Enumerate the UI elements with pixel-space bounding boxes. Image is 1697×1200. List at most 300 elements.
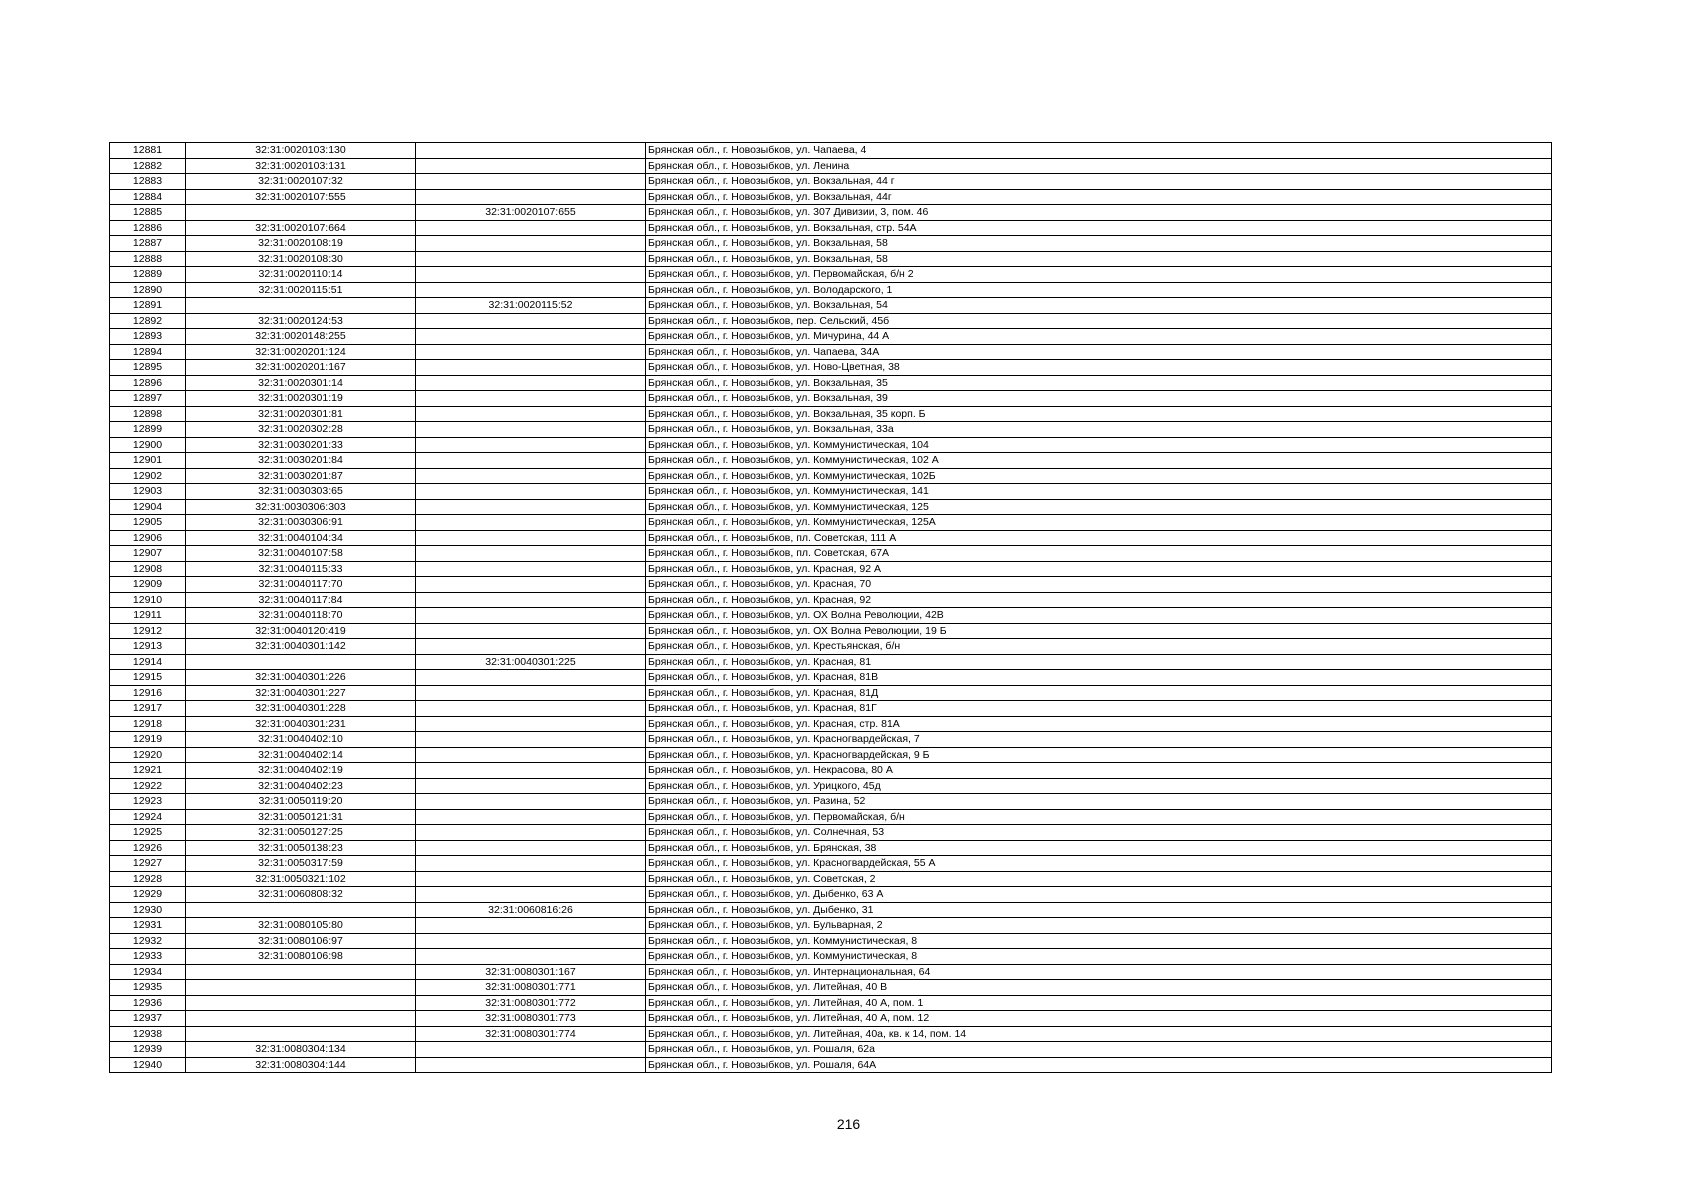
row-number-cell: 12909 (110, 577, 186, 593)
cadastral-number-alt-cell (416, 918, 646, 934)
cadastral-number-alt-cell: 32:31:0080301:774 (416, 1026, 646, 1042)
cadastral-number-alt-cell (416, 592, 646, 608)
row-number-cell: 12910 (110, 592, 186, 608)
cadastral-number-cell: 32:31:0020107:664 (186, 220, 416, 236)
registry-table-body (110, 143, 1552, 1073)
cadastral-number-cell: 32:31:0030306:91 (186, 515, 416, 531)
address-cell: Брянская обл., г. Новозыбков, ул. Вокзальная, 44 г (646, 174, 1552, 190)
cadastral-number-alt-cell (416, 747, 646, 763)
table-row (110, 716, 1552, 732)
address-cell: Брянская обл., г. Новозыбков, ул. Советская, 2 (646, 871, 1552, 887)
table-row (110, 980, 1552, 996)
address-cell: Брянская обл., г. Новозыбков, ул. Рошаля, 64А (646, 1057, 1552, 1073)
cadastral-number-alt-cell (416, 546, 646, 562)
address-cell: Брянская обл., г. Новозыбков, ул. Коммунистическая, 125 (646, 499, 1552, 515)
cadastral-number-alt-cell (416, 174, 646, 190)
cadastral-number-cell: 32:31:0040402:10 (186, 732, 416, 748)
row-number-cell: 12882 (110, 158, 186, 174)
table-row (110, 561, 1552, 577)
cadastral-number-alt-cell (416, 623, 646, 639)
address-cell: Брянская обл., г. Новозыбков, ул. Красная, 70 (646, 577, 1552, 593)
table-row (110, 158, 1552, 174)
row-number-cell: 12916 (110, 685, 186, 701)
cadastral-number-alt-cell (416, 685, 646, 701)
table-row (110, 763, 1552, 779)
address-cell: Брянская обл., г. Новозыбков, ул. Коммунистическая, 102Б (646, 468, 1552, 484)
cadastral-number-alt-cell (416, 856, 646, 872)
table-row (110, 468, 1552, 484)
cadastral-number-alt-cell (416, 143, 646, 159)
cadastral-number-cell: 32:31:0050317:59 (186, 856, 416, 872)
cadastral-number-cell: 32:31:0040301:226 (186, 670, 416, 686)
row-number-cell: 12902 (110, 468, 186, 484)
row-number-cell: 12931 (110, 918, 186, 934)
cadastral-number-cell (186, 205, 416, 221)
cadastral-number-cell: 32:31:0020115:51 (186, 282, 416, 298)
address-cell: Брянская обл., г. Новозыбков, ул. Коммунистическая, 125А (646, 515, 1552, 531)
cadastral-number-alt-cell (416, 468, 646, 484)
address-cell: Брянская обл., г. Новозыбков, ул. Коммунистическая, 8 (646, 933, 1552, 949)
row-number-cell: 12896 (110, 375, 186, 391)
table-row (110, 654, 1552, 670)
cadastral-number-cell (186, 995, 416, 1011)
cadastral-number-alt-cell: 32:31:0040301:225 (416, 654, 646, 670)
address-cell: Брянская обл., г. Новозыбков, ул. Коммунистическая, 141 (646, 484, 1552, 500)
cadastral-number-alt-cell (416, 887, 646, 903)
table-row (110, 840, 1552, 856)
row-number-cell: 12937 (110, 1011, 186, 1027)
row-number-cell: 12928 (110, 871, 186, 887)
row-number-cell: 12935 (110, 980, 186, 996)
cadastral-number-alt-cell (416, 437, 646, 453)
table-row (110, 236, 1552, 252)
cadastral-number-cell: 32:31:0020301:14 (186, 375, 416, 391)
address-cell: Брянская обл., г. Новозыбков, ул. Интернациональная, 64 (646, 964, 1552, 980)
row-number-cell: 12926 (110, 840, 186, 856)
table-row (110, 949, 1552, 965)
cadastral-number-alt-cell (416, 391, 646, 407)
page-number: 216 (836, 1116, 861, 1132)
cadastral-number-alt-cell (416, 515, 646, 531)
row-number-cell: 12923 (110, 794, 186, 810)
row-number-cell: 12936 (110, 995, 186, 1011)
cadastral-number-alt-cell: 32:31:0020107:655 (416, 205, 646, 221)
address-cell: Брянская обл., г. Новозыбков, ул. Красногвардейская, 7 (646, 732, 1552, 748)
table-row (110, 453, 1552, 469)
address-cell: Брянская обл., г. Новозыбков, ул. Первомайская, б/н (646, 809, 1552, 825)
address-cell: Брянская обл., г. Новозыбков, ул. Солнечная, 53 (646, 825, 1552, 841)
cadastral-number-alt-cell (416, 732, 646, 748)
table-row (110, 344, 1552, 360)
address-cell: Брянская обл., г. Новозыбков, ул. Вокзальная, 39 (646, 391, 1552, 407)
cadastral-number-cell: 32:31:0020201:167 (186, 360, 416, 376)
row-number-cell: 12885 (110, 205, 186, 221)
row-number-cell: 12913 (110, 639, 186, 655)
cadastral-number-cell: 32:31:0020201:124 (186, 344, 416, 360)
cadastral-number-cell: 32:31:0040402:19 (186, 763, 416, 779)
table-row (110, 809, 1552, 825)
address-cell: Брянская обл., г. Новозыбков, ул. ОХ Волна Революции, 19 Б (646, 623, 1552, 639)
address-cell: Брянская обл., г. Новозыбков, ул. Вокзальная, стр. 54А (646, 220, 1552, 236)
cadastral-number-alt-cell (416, 577, 646, 593)
table-row (110, 220, 1552, 236)
table-row (110, 794, 1552, 810)
cadastral-number-cell: 32:31:0020148:255 (186, 329, 416, 345)
cadastral-number-cell (186, 1011, 416, 1027)
cadastral-number-alt-cell (416, 267, 646, 283)
cadastral-number-cell: 32:31:0040115:33 (186, 561, 416, 577)
address-cell: Брянская обл., г. Новозыбков, ул. Литейная, 40 В (646, 980, 1552, 996)
row-number-cell: 12915 (110, 670, 186, 686)
cadastral-number-cell: 32:31:0040117:70 (186, 577, 416, 593)
address-cell: Брянская обл., г. Новозыбков, ул. Чапаева, 4 (646, 143, 1552, 159)
address-cell: Брянская обл., г. Новозыбков, ул. Вокзальная, 35 (646, 375, 1552, 391)
cadastral-number-alt-cell (416, 716, 646, 732)
cadastral-number-alt-cell (416, 608, 646, 624)
cadastral-number-cell: 32:31:0020103:130 (186, 143, 416, 159)
address-cell: Брянская обл., г. Новозыбков, ул. Вокзальная, 58 (646, 236, 1552, 252)
row-number-cell: 12933 (110, 949, 186, 965)
row-number-cell: 12925 (110, 825, 186, 841)
address-cell: Брянская обл., г. Новозыбков, ул. Красная, 81В (646, 670, 1552, 686)
row-number-cell: 12911 (110, 608, 186, 624)
cadastral-number-cell: 32:31:0020107:32 (186, 174, 416, 190)
cadastral-number-cell: 32:31:0040402:14 (186, 747, 416, 763)
table-row (110, 871, 1552, 887)
cadastral-number-cell (186, 980, 416, 996)
address-cell: Брянская обл., г. Новозыбков, ул. Красная, 81 (646, 654, 1552, 670)
cadastral-number-alt-cell (416, 561, 646, 577)
row-number-cell: 12920 (110, 747, 186, 763)
table-row (110, 313, 1552, 329)
table-row (110, 701, 1552, 717)
table-row (110, 406, 1552, 422)
cadastral-number-alt-cell (416, 313, 646, 329)
row-number-cell: 12908 (110, 561, 186, 577)
table-row (110, 251, 1552, 267)
table-row (110, 484, 1552, 500)
table-row (110, 902, 1552, 918)
cadastral-number-alt-cell (416, 949, 646, 965)
row-number-cell: 12904 (110, 499, 186, 515)
row-number-cell: 12890 (110, 282, 186, 298)
cadastral-number-cell: 32:31:0080105:80 (186, 918, 416, 934)
table-row (110, 918, 1552, 934)
table-row (110, 1042, 1552, 1058)
cadastral-number-cell: 32:31:0020103:131 (186, 158, 416, 174)
row-number-cell: 12888 (110, 251, 186, 267)
cadastral-number-cell: 32:31:0080304:144 (186, 1057, 416, 1073)
table-row (110, 592, 1552, 608)
cadastral-number-alt-cell (416, 871, 646, 887)
row-number-cell: 12892 (110, 313, 186, 329)
cadastral-number-cell: 32:31:0020301:19 (186, 391, 416, 407)
address-cell: Брянская обл., г. Новозыбков, ул. Вокзальная, 44г (646, 189, 1552, 205)
cadastral-number-alt-cell (416, 778, 646, 794)
row-number-cell: 12932 (110, 933, 186, 949)
table-row (110, 856, 1552, 872)
table-row (110, 515, 1552, 531)
address-cell: Брянская обл., г. Новозыбков, ул. Литейная, 40 А, пом. 12 (646, 1011, 1552, 1027)
cadastral-number-cell (186, 654, 416, 670)
cadastral-number-cell: 32:31:0030306:303 (186, 499, 416, 515)
address-cell: Брянская обл., г. Новозыбков, ул. Дыбенко, 63 А (646, 887, 1552, 903)
cadastral-number-alt-cell (416, 1042, 646, 1058)
cadastral-number-cell: 32:31:0060808:32 (186, 887, 416, 903)
row-number-cell: 12930 (110, 902, 186, 918)
cadastral-number-cell: 32:31:0040104:34 (186, 530, 416, 546)
address-cell: Брянская обл., г. Новозыбков, ул. Урицкого, 45д (646, 778, 1552, 794)
table-row (110, 623, 1552, 639)
table-row (110, 267, 1552, 283)
cadastral-number-cell: 32:31:0030303:65 (186, 484, 416, 500)
address-cell: Брянская обл., г. Новозыбков, ул. Ново-Цветная, 38 (646, 360, 1552, 376)
cadastral-number-cell: 32:31:0020110:14 (186, 267, 416, 283)
table-row (110, 639, 1552, 655)
address-cell: Брянская обл., г. Новозыбков, ул. Литейная, 40 А, пом. 1 (646, 995, 1552, 1011)
row-number-cell: 12906 (110, 530, 186, 546)
address-cell: Брянская обл., г. Новозыбков, ул. Коммунистическая, 104 (646, 437, 1552, 453)
cadastral-number-cell: 32:31:0050121:31 (186, 809, 416, 825)
address-cell: Брянская обл., г. Новозыбков, ул. Дыбенко, 31 (646, 902, 1552, 918)
table-row (110, 530, 1552, 546)
address-cell: Брянская обл., г. Новозыбков, ул. Некрасова, 80 А (646, 763, 1552, 779)
row-number-cell: 12914 (110, 654, 186, 670)
row-number-cell: 12939 (110, 1042, 186, 1058)
cadastral-number-alt-cell (416, 933, 646, 949)
table-row (110, 499, 1552, 515)
cadastral-number-alt-cell (416, 1057, 646, 1073)
table-row (110, 933, 1552, 949)
row-number-cell: 12934 (110, 964, 186, 980)
cadastral-number-alt-cell (416, 220, 646, 236)
cadastral-number-alt-cell (416, 189, 646, 205)
cadastral-number-cell: 32:31:0040301:227 (186, 685, 416, 701)
table-row (110, 778, 1552, 794)
cadastral-number-alt-cell (416, 282, 646, 298)
cadastral-number-alt-cell (416, 794, 646, 810)
row-number-cell: 12907 (110, 546, 186, 562)
table-row (110, 391, 1552, 407)
address-cell: Брянская обл., г. Новозыбков, пер. Сельский, 45б (646, 313, 1552, 329)
cadastral-number-cell: 32:31:0050119:20 (186, 794, 416, 810)
row-number-cell: 12893 (110, 329, 186, 345)
address-cell: Брянская обл., г. Новозыбков, ул. Разина, 52 (646, 794, 1552, 810)
address-cell: Брянская обл., г. Новозыбков, пл. Советская, 111 А (646, 530, 1552, 546)
cadastral-number-cell: 32:31:0040107:58 (186, 546, 416, 562)
cadastral-number-cell (186, 298, 416, 314)
address-cell: Брянская обл., г. Новозыбков, ул. Вокзальная, 35 корп. Б (646, 406, 1552, 422)
table-row (110, 964, 1552, 980)
cadastral-number-alt-cell: 32:31:0060816:26 (416, 902, 646, 918)
table-row (110, 670, 1552, 686)
address-cell: Брянская обл., г. Новозыбков, ул. Красная, 81Д (646, 685, 1552, 701)
address-cell: Брянская обл., г. Новозыбков, ул. Коммунистическая, 102 А (646, 453, 1552, 469)
row-number-cell: 12917 (110, 701, 186, 717)
address-cell: Брянская обл., г. Новозыбков, ул. Красногвардейская, 55 А (646, 856, 1552, 872)
row-number-cell: 12894 (110, 344, 186, 360)
row-number-cell: 12881 (110, 143, 186, 159)
address-cell: Брянская обл., г. Новозыбков, ул. Красная, 92 (646, 592, 1552, 608)
table-row (110, 189, 1552, 205)
address-cell: Брянская обл., г. Новозыбков, ул. Вокзальная, 33а (646, 422, 1552, 438)
address-cell: Брянская обл., г. Новозыбков, ул. Первомайская, б/н 2 (646, 267, 1552, 283)
row-number-cell: 12919 (110, 732, 186, 748)
table-row (110, 360, 1552, 376)
table-row (110, 437, 1552, 453)
row-number-cell: 12897 (110, 391, 186, 407)
table-row (110, 1011, 1552, 1027)
address-cell: Брянская обл., г. Новозыбков, ул. Брянская, 38 (646, 840, 1552, 856)
cadastral-number-cell: 32:31:0080304:134 (186, 1042, 416, 1058)
cadastral-number-cell: 32:31:0080106:98 (186, 949, 416, 965)
table-row (110, 685, 1552, 701)
cadastral-number-alt-cell (416, 158, 646, 174)
row-number-cell: 12883 (110, 174, 186, 190)
address-cell: Брянская обл., г. Новозыбков, ул. Красная, стр. 81А (646, 716, 1552, 732)
address-cell: Брянская обл., г. Новозыбков, ул. Коммунистическая, 8 (646, 949, 1552, 965)
cadastral-number-cell: 32:31:0040301:228 (186, 701, 416, 717)
table-row (110, 887, 1552, 903)
table-row (110, 282, 1552, 298)
cadastral-number-cell: 32:31:0020124:53 (186, 313, 416, 329)
row-number-cell: 12891 (110, 298, 186, 314)
address-cell: Брянская обл., г. Новозыбков, ул. ОХ Волна Революции, 42В (646, 608, 1552, 624)
cadastral-number-cell: 32:31:0020108:19 (186, 236, 416, 252)
cadastral-number-alt-cell (416, 825, 646, 841)
table-row (110, 825, 1552, 841)
row-number-cell: 12938 (110, 1026, 186, 1042)
row-number-cell: 12927 (110, 856, 186, 872)
cadastral-number-cell: 32:31:0040118:70 (186, 608, 416, 624)
cadastral-number-alt-cell (416, 236, 646, 252)
cadastral-number-alt-cell: 32:31:0080301:771 (416, 980, 646, 996)
row-number-cell: 12898 (110, 406, 186, 422)
table-row (110, 329, 1552, 345)
address-cell: Брянская обл., г. Новозыбков, ул. Красная, 92 А (646, 561, 1552, 577)
cadastral-number-cell (186, 1026, 416, 1042)
row-number-cell: 12929 (110, 887, 186, 903)
cadastral-number-alt-cell (416, 406, 646, 422)
cadastral-number-alt-cell (416, 763, 646, 779)
cadastral-number-alt-cell: 32:31:0080301:772 (416, 995, 646, 1011)
address-cell: Брянская обл., г. Новозыбков, ул. Бульварная, 2 (646, 918, 1552, 934)
cadastral-number-cell: 32:31:0050138:23 (186, 840, 416, 856)
cadastral-number-cell: 32:31:0040117:84 (186, 592, 416, 608)
cadastral-number-cell: 32:31:0050321:102 (186, 871, 416, 887)
row-number-cell: 12895 (110, 360, 186, 376)
cadastral-number-cell: 32:31:0030201:87 (186, 468, 416, 484)
address-cell: Брянская обл., г. Новозыбков, ул. Чапаева, 34А (646, 344, 1552, 360)
table-row (110, 608, 1552, 624)
address-cell: Брянская обл., г. Новозыбков, ул. Красногвардейская, 9 Б (646, 747, 1552, 763)
cadastral-number-alt-cell (416, 639, 646, 655)
cadastral-number-alt-cell (416, 329, 646, 345)
row-number-cell: 12884 (110, 189, 186, 205)
row-number-cell: 12912 (110, 623, 186, 639)
cadastral-number-cell: 32:31:0020301:81 (186, 406, 416, 422)
cadastral-number-cell: 32:31:0020302:28 (186, 422, 416, 438)
cadastral-number-alt-cell (416, 422, 646, 438)
address-cell: Брянская обл., г. Новозыбков, ул. Крестьянская, б/н (646, 639, 1552, 655)
cadastral-number-cell (186, 964, 416, 980)
table-row (110, 1057, 1552, 1073)
cadastral-number-cell: 32:31:0020108:30 (186, 251, 416, 267)
table-row (110, 205, 1552, 221)
cadastral-number-alt-cell (416, 484, 646, 500)
cadastral-number-alt-cell (416, 840, 646, 856)
table-row (110, 577, 1552, 593)
row-number-cell: 12922 (110, 778, 186, 794)
cadastral-number-cell: 32:31:0030201:33 (186, 437, 416, 453)
cadastral-number-alt-cell (416, 360, 646, 376)
cadastral-number-cell: 32:31:0040120:419 (186, 623, 416, 639)
row-number-cell: 12940 (110, 1057, 186, 1073)
cadastral-number-cell: 32:31:0020107:555 (186, 189, 416, 205)
row-number-cell: 12886 (110, 220, 186, 236)
cadastral-number-alt-cell (416, 499, 646, 515)
row-number-cell: 12899 (110, 422, 186, 438)
cadastral-number-alt-cell: 32:31:0080301:773 (416, 1011, 646, 1027)
row-number-cell: 12921 (110, 763, 186, 779)
table-row (110, 298, 1552, 314)
registry-table (109, 142, 1552, 1073)
cadastral-number-alt-cell (416, 453, 646, 469)
cadastral-number-alt-cell (416, 701, 646, 717)
row-number-cell: 12903 (110, 484, 186, 500)
table-row (110, 143, 1552, 159)
row-number-cell: 12887 (110, 236, 186, 252)
cadastral-number-alt-cell (416, 809, 646, 825)
cadastral-number-cell: 32:31:0040301:142 (186, 639, 416, 655)
row-number-cell: 12918 (110, 716, 186, 732)
table-row (110, 995, 1552, 1011)
cadastral-number-alt-cell: 32:31:0020115:52 (416, 298, 646, 314)
row-number-cell: 12905 (110, 515, 186, 531)
address-cell: Брянская обл., г. Новозыбков, ул. Красная, 81Г (646, 701, 1552, 717)
table-row (110, 375, 1552, 391)
address-cell: Брянская обл., г. Новозыбков, ул. Рошаля, 62а (646, 1042, 1552, 1058)
table-row (110, 732, 1552, 748)
cadastral-number-cell: 32:31:0050127:25 (186, 825, 416, 841)
cadastral-number-alt-cell (416, 344, 646, 360)
address-cell: Брянская обл., г. Новозыбков, ул. Литейная, 40а, кв. к 14, пом. 14 (646, 1026, 1552, 1042)
address-cell: Брянская обл., г. Новозыбков, ул. Вокзальная, 58 (646, 251, 1552, 267)
row-number-cell: 12889 (110, 267, 186, 283)
cadastral-number-alt-cell (416, 670, 646, 686)
address-cell: Брянская обл., г. Новозыбков, ул. Володарского, 1 (646, 282, 1552, 298)
address-cell: Брянская обл., г. Новозыбков, пл. Советская, 67А (646, 546, 1552, 562)
cadastral-number-alt-cell (416, 530, 646, 546)
cadastral-number-alt-cell (416, 251, 646, 267)
table-row (110, 747, 1552, 763)
row-number-cell: 12924 (110, 809, 186, 825)
cadastral-number-cell: 32:31:0040402:23 (186, 778, 416, 794)
cadastral-number-cell: 32:31:0040301:231 (186, 716, 416, 732)
address-cell: Брянская обл., г. Новозыбков, ул. Вокзальная, 54 (646, 298, 1552, 314)
table-row (110, 546, 1552, 562)
table-row (110, 174, 1552, 190)
cadastral-number-cell: 32:31:0030201:84 (186, 453, 416, 469)
cadastral-number-alt-cell: 32:31:0080301:167 (416, 964, 646, 980)
cadastral-number-cell: 32:31:0080106:97 (186, 933, 416, 949)
address-cell: Брянская обл., г. Новозыбков, ул. Мичурина, 44 А (646, 329, 1552, 345)
table-row (110, 1026, 1552, 1042)
table-row (110, 422, 1552, 438)
row-number-cell: 12901 (110, 453, 186, 469)
address-cell: Брянская обл., г. Новозыбков, ул. 307 Дивизии, 3, пом. 46 (646, 205, 1552, 221)
row-number-cell: 12900 (110, 437, 186, 453)
